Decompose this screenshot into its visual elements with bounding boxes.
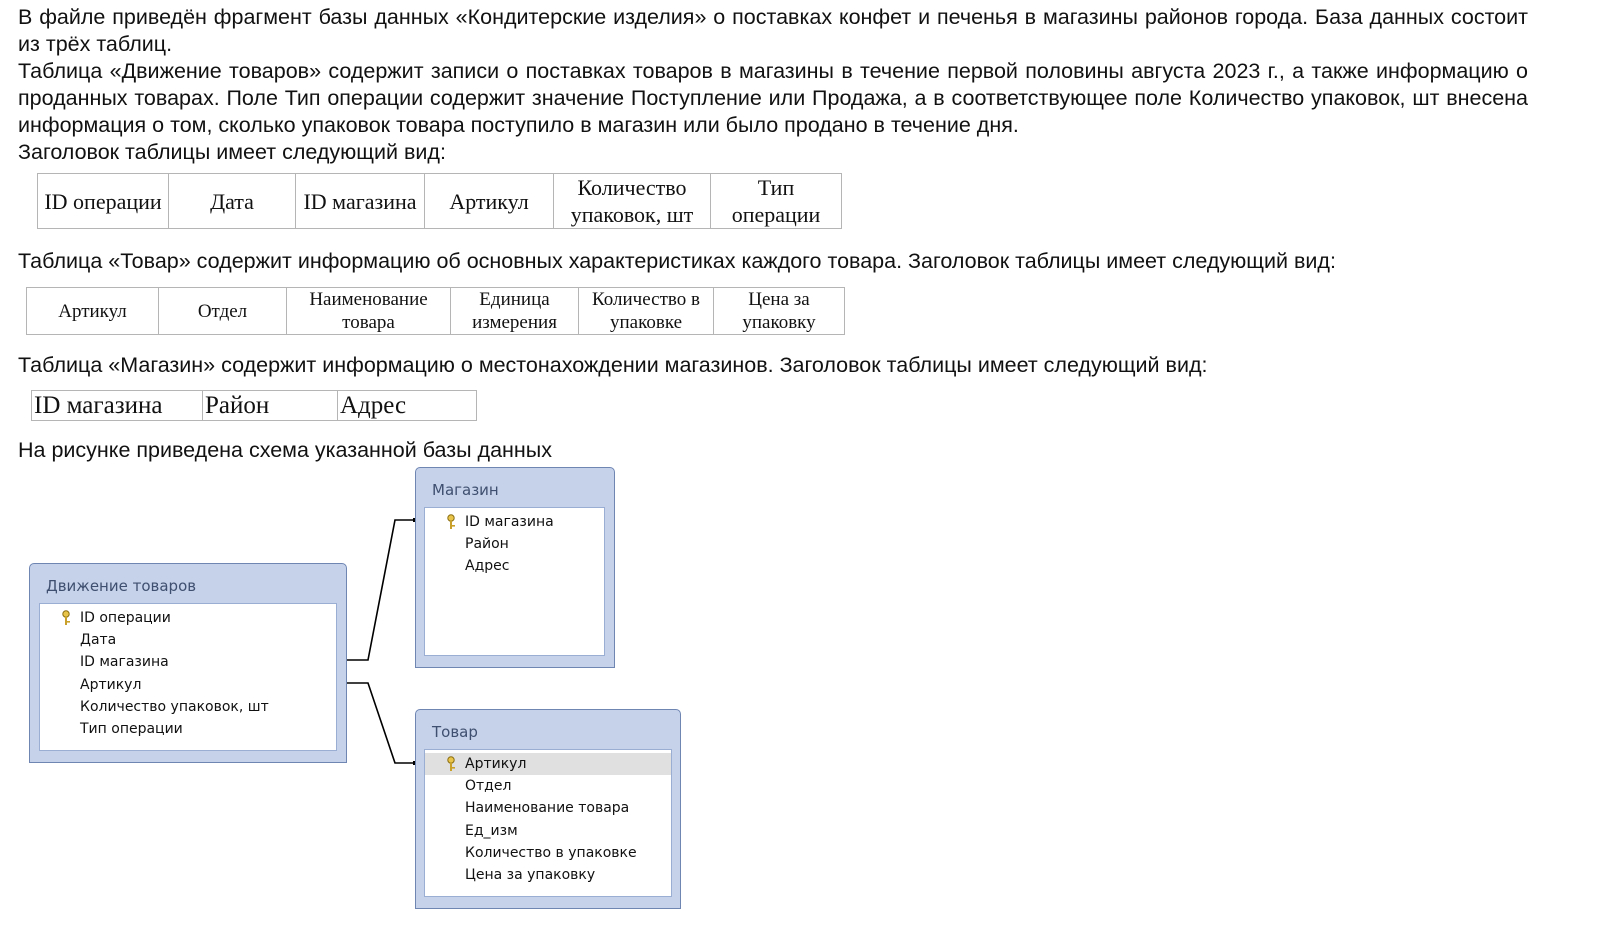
schema-field-label: Артикул	[465, 756, 527, 772]
paragraph-schema-intro: На рисунке приведена схема указанной базы данных	[18, 438, 553, 462]
key-icon	[60, 610, 72, 626]
schema-field[interactable]	[425, 511, 604, 533]
header-cell: Дата	[169, 174, 296, 229]
key-icon	[445, 514, 457, 530]
schema-field[interactable]	[425, 864, 671, 886]
schema-field[interactable]	[40, 629, 336, 651]
schema-table-title: Движение товаров	[46, 577, 197, 595]
header-cell-line: Количество	[577, 175, 687, 200]
header-cell-line: Цена за	[748, 289, 810, 310]
schema-field[interactable]	[425, 533, 604, 555]
schema-table-movement[interactable]	[29, 563, 347, 763]
schema-field[interactable]	[425, 555, 604, 577]
paragraph-goods-description: Таблица «Товар» содержит информацию об основных характеристиках каждого товара. Заголовок таблицы имеет следующий вид:	[18, 249, 1336, 273]
header-cell: Адрес	[338, 391, 477, 421]
schema-field-list	[424, 507, 605, 656]
schema-field[interactable]	[425, 753, 671, 775]
schema-field-list	[39, 603, 337, 751]
schema-table-title: Магазин	[432, 481, 499, 499]
header-cell-line: Наименование	[309, 289, 428, 310]
schema-field-label: Артикул	[80, 677, 142, 693]
header-cell-line: упаковку	[742, 312, 816, 333]
schema-field[interactable]	[40, 674, 336, 696]
schema-field[interactable]	[40, 696, 336, 718]
header-cell: ID операции	[38, 174, 169, 229]
schema-field[interactable]	[425, 775, 671, 797]
schema-field-label: Отдел	[465, 778, 512, 794]
schema-field-label: Тип операции	[80, 721, 183, 737]
header-cell: ID магазина	[32, 391, 203, 421]
schema-field-label: Район	[465, 536, 509, 552]
schema-field-label: Количество в упаковке	[465, 845, 637, 861]
relation-line-store	[345, 520, 415, 660]
header-cell-line: упаковок, шт	[570, 202, 694, 227]
header-cell-line: операции	[731, 202, 821, 227]
header-cell-line: товара	[342, 312, 395, 333]
key-icon	[445, 756, 457, 772]
schema-table-goods[interactable]	[415, 709, 681, 909]
header-cell-line: Тип	[757, 175, 795, 200]
paragraph-store-description: Таблица «Магазин» содержит информацию о местонахождении магазинов. Заголовок таблицы имеет следующий вид:	[18, 353, 1208, 377]
schema-field-label: Количество упаковок, шт	[80, 699, 269, 715]
schema-field[interactable]	[425, 842, 671, 864]
schema-field-label: Ед_изм	[465, 823, 518, 839]
header-cell: Район	[203, 391, 338, 421]
schema-field-label: Цена за упаковку	[465, 867, 596, 883]
schema-field[interactable]	[40, 718, 336, 740]
schema-field-label: Адрес	[465, 558, 510, 574]
schema-field-label: ID магазина	[80, 654, 169, 670]
schema-field[interactable]	[425, 797, 671, 819]
schema-table-store[interactable]	[415, 467, 615, 668]
paragraph-movement-description: Таблица «Движение товаров» содержит записи о поставках товаров в магазины в течение первой половины августа 2023 г., а также информацию о проданных товарах. Поле Тип операции содержит значение Поступление или Продажа, а в соответствующее поле Количество упаковок, шт внесена информация о том, сколько упаковок товара поступило в магазин или было продано в течение дня.	[18, 59, 1528, 137]
header-cell: Артикул	[425, 174, 554, 229]
paragraph-intro: В файле приведён фрагмент базы данных «Кондитерские изделия» о поставках конфет и печенья в магазины районов города. База данных состоит из трёх таблиц.	[18, 5, 1528, 56]
schema-field-label: Наименование товара	[465, 800, 630, 816]
schema-field[interactable]	[40, 607, 336, 629]
schema-field[interactable]	[425, 820, 671, 842]
header-cell-line: измерения	[472, 312, 557, 333]
schema-field-label: ID магазина	[465, 514, 554, 530]
header-cell-line: упаковке	[609, 312, 683, 333]
header-cell-line: Единица	[479, 289, 550, 310]
relation-line-goods	[345, 683, 415, 763]
header-cell: Артикул	[27, 288, 159, 335]
schema-field-label: Дата	[80, 632, 117, 648]
header-cell: ID магазина	[296, 174, 425, 229]
header-cell-line: Количество в	[592, 289, 700, 310]
schema-field[interactable]	[40, 651, 336, 673]
schema-table-title: Товар	[432, 723, 478, 741]
header-cell: Отдел	[159, 288, 287, 335]
schema-field-list	[424, 749, 672, 897]
schema-field-label: ID операции	[80, 610, 171, 626]
paragraph-header-intro: Заголовок таблицы имеет следующий вид:	[18, 140, 446, 164]
